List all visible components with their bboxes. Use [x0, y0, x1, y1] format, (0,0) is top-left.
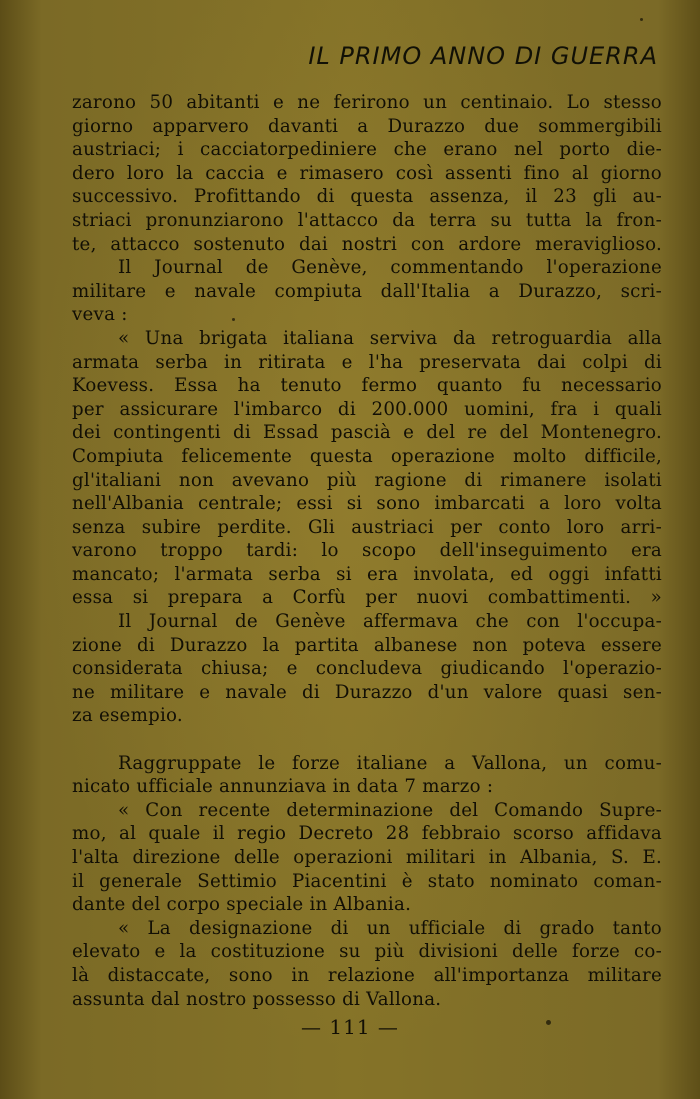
- text-line: successivo. Profittando di questa assenza, il 23 gli au-: [72, 186, 662, 208]
- body-text: [72, 91, 662, 1011]
- running-head: IL PRIMO ANNO DI GUERRA: [308, 42, 658, 70]
- text-line: striaci pronunziarono l'attacco da terra su tutta la fron-: [72, 209, 662, 231]
- text-line: dei contingenti di Essad pascià e del re del Montenegro.: [72, 422, 662, 444]
- text-line: considerata chiusa; e concludeva giudicando l'operazio-: [72, 658, 662, 680]
- text-line: per assicurare l'imbarco di 200.000 uomini, fra i quali: [72, 398, 662, 420]
- text-line: gl'italiani non avevano più ragione di rimanere isolati: [72, 469, 662, 491]
- text-line: elevato e la costituzione su più divisioni delle forze co-: [72, 941, 662, 963]
- text-line: essa si prepara a Corfù per nuovi combattimenti. »: [72, 587, 662, 609]
- text-line: varono troppo tardi: lo scopo dell'inseguimento era: [72, 540, 662, 562]
- page-number: — 111 —: [301, 1015, 399, 1039]
- text-line: veva :: [72, 304, 128, 326]
- text-line: là distaccate, sono in relazione all'importanza militare: [72, 964, 662, 986]
- text-line: l'alta direzione delle operazioni militari in Albania, S. E.: [72, 847, 662, 868]
- text-line: Il Journal de Genève affermava che con l'occupa-: [118, 611, 662, 633]
- text-line: militare e navale compiuta dall'Italia a Durazzo, scri-: [72, 280, 662, 302]
- text-line: giorno apparvero davanti a Durazzo due sommergibili: [72, 115, 662, 137]
- text-line: assunta dal nostro possesso di Vallona.: [72, 988, 442, 1010]
- text-line: armata serba in ritirata e l'ha preservata dai colpi di: [72, 351, 662, 373]
- text-line: Compiuta felicemente questa operazione molto difficile,: [72, 445, 662, 467]
- text-line: mo, al quale il regio Decreto 28 febbraio scorso affidava: [72, 823, 662, 845]
- text-line: « La designazione di un ufficiale di grado tanto: [118, 917, 662, 939]
- text-line: senza subire perdite. Gli austriaci per conto loro arri-: [72, 516, 662, 538]
- text-line: Il Journal de Genève, commentando l'operazione: [118, 257, 662, 279]
- text-line: austriaci; i cacciatorpediniere che erano nel porto die-: [72, 139, 662, 161]
- ink-speck: [232, 318, 235, 321]
- ink-speck: [546, 1020, 551, 1025]
- text-line: il generale Settimio Piacentini è stato nominato coman-: [72, 870, 662, 892]
- text-line: dero loro la caccia e rimasero così assenti fino al giorno: [72, 162, 662, 184]
- text-line: nell'Albania centrale; essi si sono imbarcati a loro volta: [72, 493, 662, 515]
- text-line: « Con recente determinazione del Comando Supre-: [118, 799, 662, 821]
- text-line: te, attacco sostenuto dai nostri con ardore meraviglioso.: [72, 233, 662, 255]
- text-line: « Una brigata italiana serviva da retroguardia alla: [118, 327, 662, 349]
- ink-speck: [640, 18, 643, 21]
- text-line: za esempio.: [72, 705, 183, 727]
- text-line: Koevess. Essa ha tenuto fermo quanto fu necessario: [72, 375, 662, 397]
- text-line: zione di Durazzo la partita albanese non poteva essere: [72, 634, 662, 656]
- text-line: Raggruppate le forze italiane a Vallona, un comu-: [118, 752, 662, 774]
- text-line: zarono 50 abitanti e ne ferirono un centinaio. Lo stesso: [72, 92, 662, 113]
- text-line: nicato ufficiale annunziava in data 7 marzo :: [72, 776, 494, 798]
- text-line: dante del corpo speciale in Albania.: [72, 894, 412, 916]
- text-line: mancato; l'armata serba si era involata, ed oggi infatti: [72, 563, 662, 585]
- text-line: ne militare e navale di Durazzo d'un valore quasi sen-: [72, 681, 662, 703]
